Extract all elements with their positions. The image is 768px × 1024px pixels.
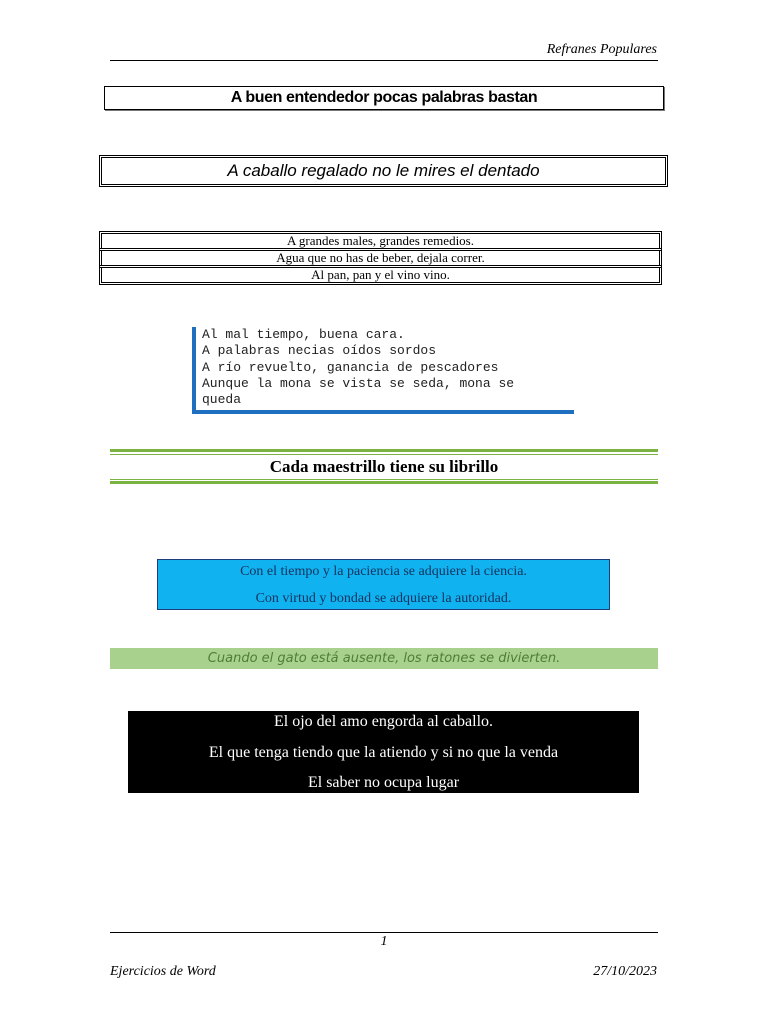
green-rule-bottom-thick bbox=[110, 481, 658, 484]
footer-rule bbox=[110, 932, 658, 933]
table-row: Al pan, pan y el vino vino. bbox=[99, 265, 662, 285]
proverb-box-single-border bbox=[104, 86, 664, 110]
proverb-text: A caballo regalado no le mires el dentado bbox=[227, 161, 540, 180]
proverb-box-cyan bbox=[157, 559, 610, 610]
proverb-block-monospace bbox=[192, 327, 574, 414]
table-row: A grandes males, grandes remedios. bbox=[99, 231, 662, 251]
proverb-line: Con el tiempo y la paciencia se adquiere la ciencia. bbox=[240, 564, 527, 579]
proverb-line: El que tenga tiendo que la atiendo y si no que la venda bbox=[208, 744, 559, 761]
green-rule-top-thick bbox=[110, 449, 658, 452]
footer-date: 27/10/2023 bbox=[593, 964, 657, 979]
proverb-line: A palabras necias oídos sordos bbox=[202, 343, 437, 359]
green-rule-top-thin bbox=[110, 454, 658, 455]
page-number: 1 bbox=[380, 934, 388, 949]
proverb-text: A buen entendedor pocas palabras bastan bbox=[230, 89, 538, 106]
footer-left-text: Ejercicios de Word bbox=[110, 964, 216, 979]
header-title: Refranes Populares bbox=[546, 42, 657, 57]
proverb-line: Aunque la mona se vista se seda, mona se bbox=[202, 375, 515, 391]
proverb-line: Al mal tiempo, buena cara. bbox=[202, 327, 405, 342]
proverb-line: queda bbox=[202, 392, 242, 408]
proverb-line: El ojo del amo engorda al caballo. bbox=[273, 713, 494, 730]
proverb-line: Con virtud y bondad se adquiere la autoridad. bbox=[255, 591, 512, 606]
proverb-box-light-green: Cuando el gato está ausente, los ratones se divierten. bbox=[110, 648, 658, 669]
proverb-line: El saber no ocupa lugar bbox=[307, 774, 460, 791]
green-rule-bottom-thin bbox=[110, 479, 658, 480]
table-row: Agua que no has de beber, dejala correr. bbox=[99, 248, 662, 268]
proverb-box-black bbox=[128, 711, 639, 793]
proverb-green-ruled: Cada maestrillo tiene su librillo bbox=[269, 457, 499, 476]
proverb-line: A río revuelto, ganancia de pescadores bbox=[202, 359, 499, 375]
header-rule bbox=[110, 60, 658, 61]
proverb-table bbox=[99, 231, 662, 285]
proverb-box-double-border bbox=[99, 155, 668, 187]
